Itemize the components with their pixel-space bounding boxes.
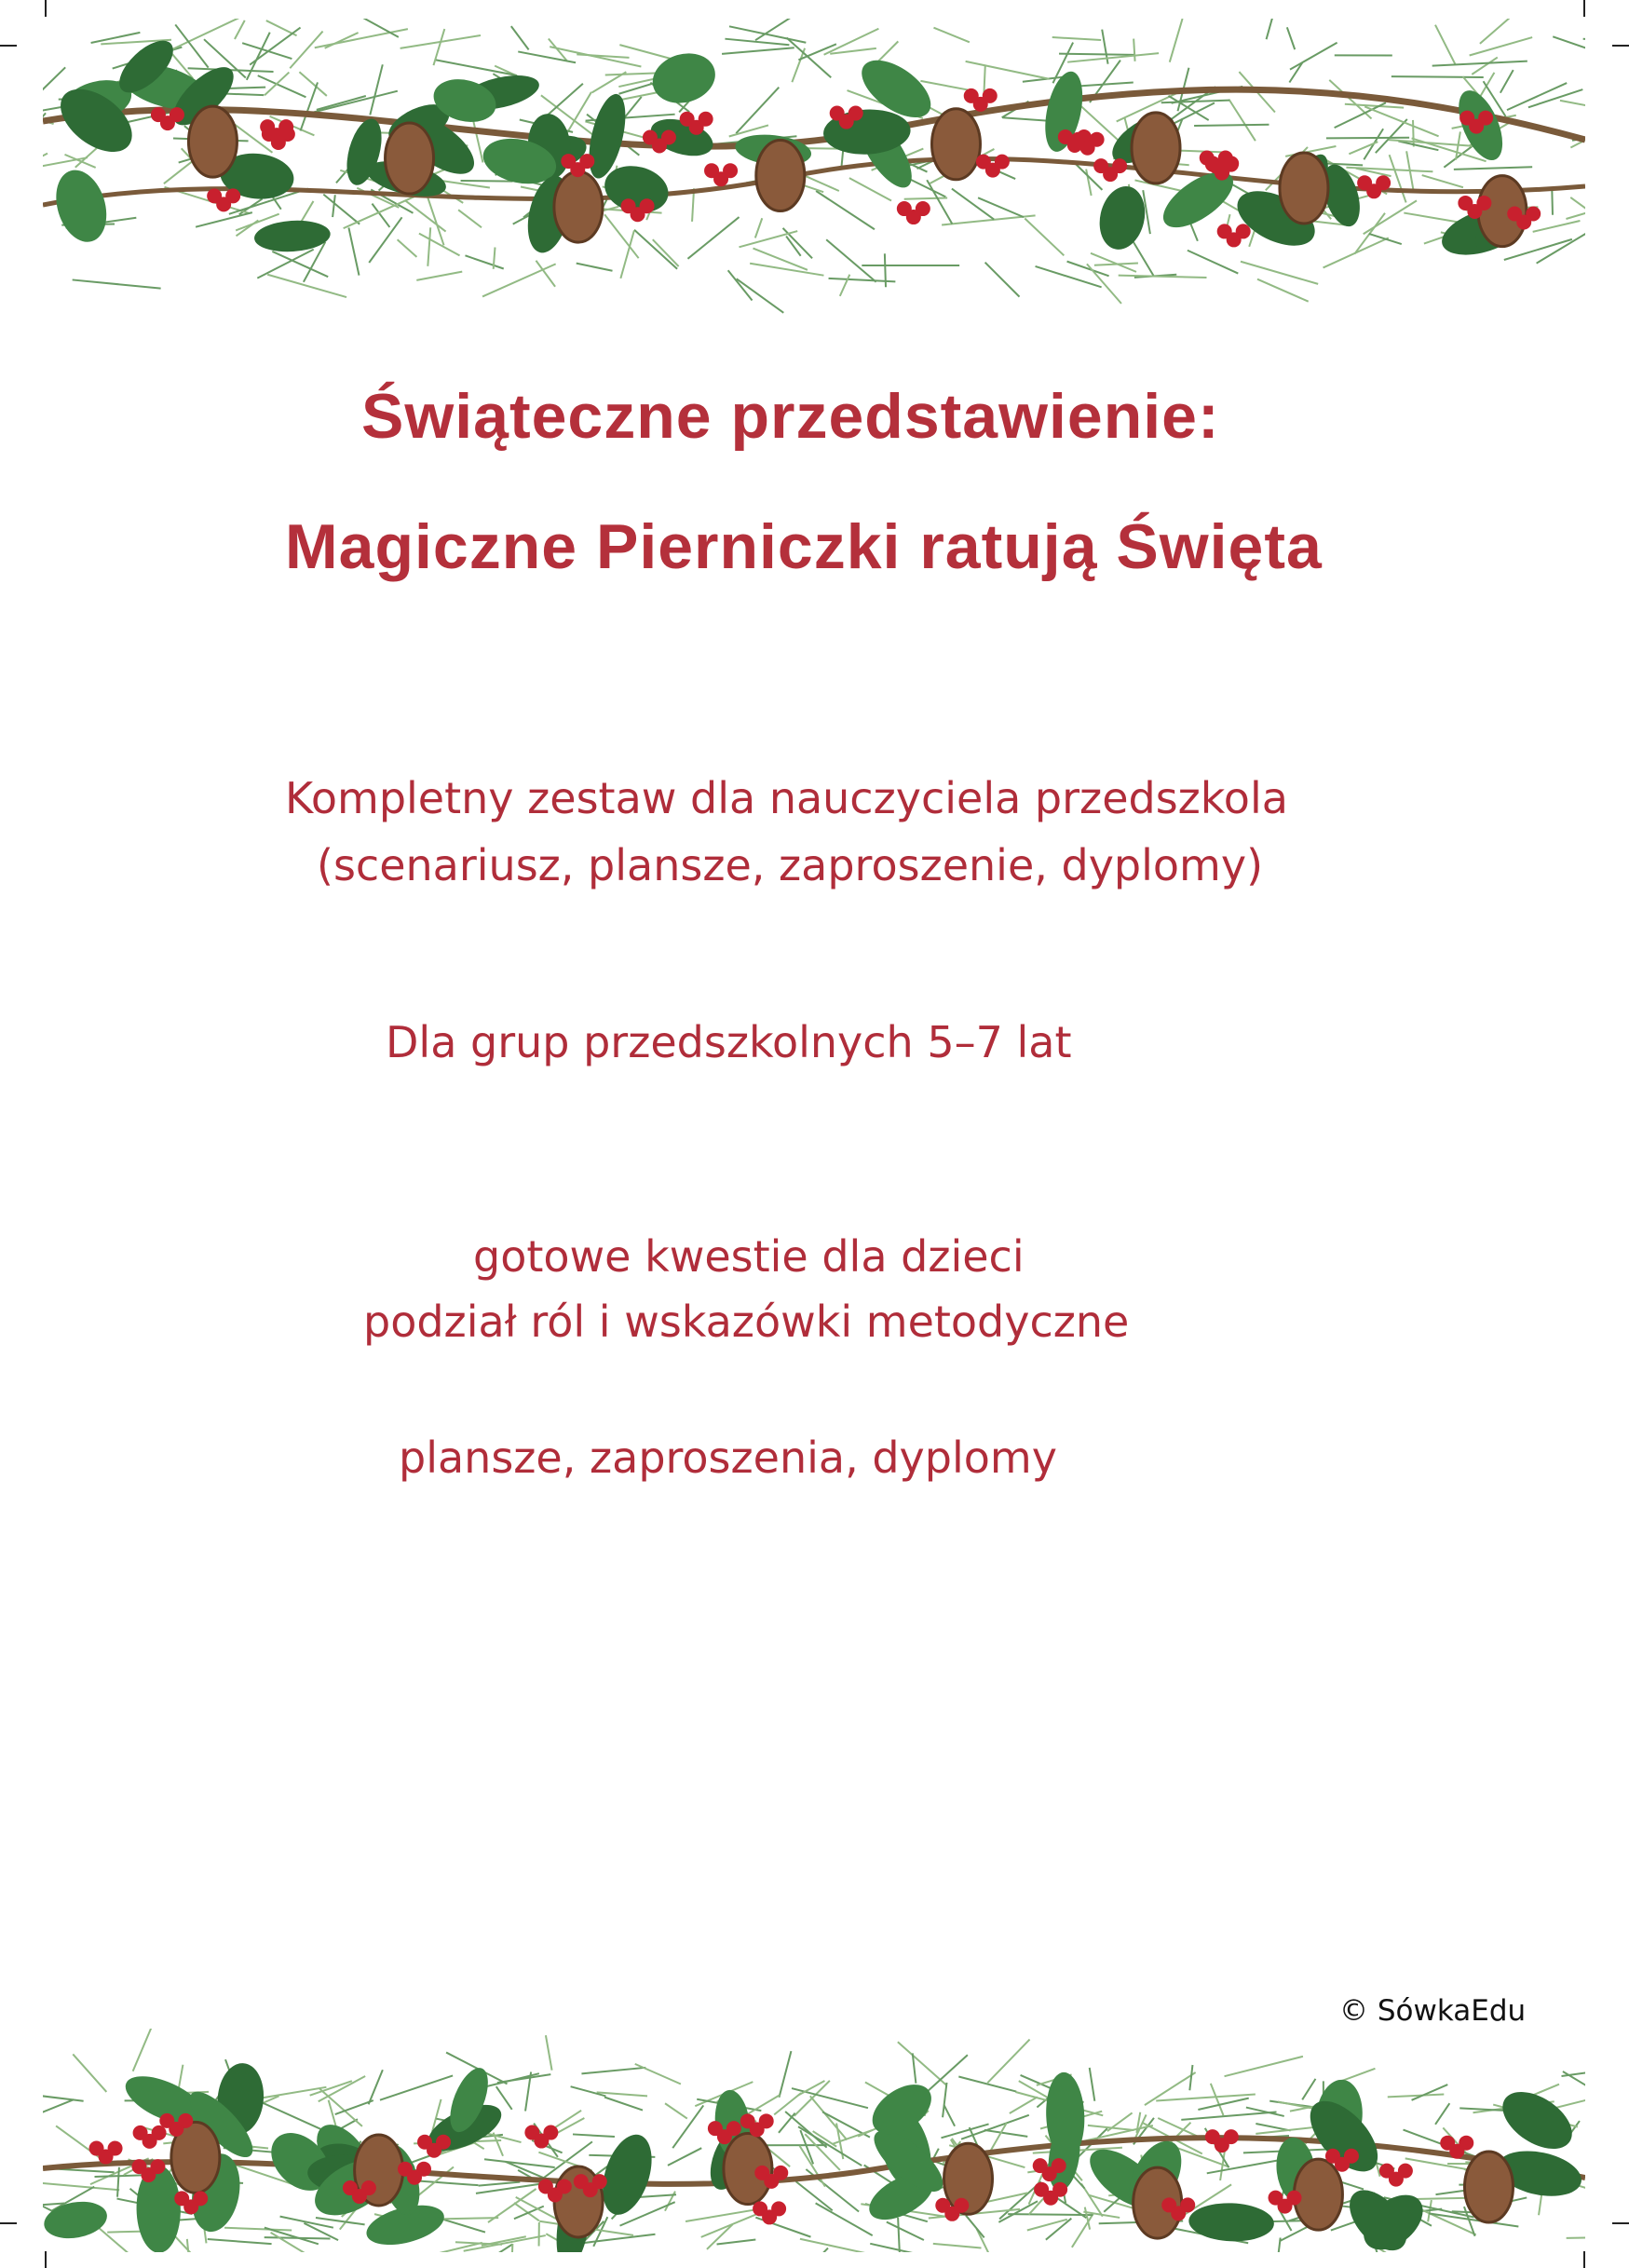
pine-needle bbox=[267, 275, 346, 297]
holly-berry bbox=[280, 127, 295, 142]
pine-needle bbox=[870, 2244, 923, 2252]
crop-mark-top-left-h bbox=[0, 45, 17, 47]
holly-leaf bbox=[253, 218, 332, 253]
pine-needle bbox=[635, 2064, 681, 2085]
pine-needle bbox=[1583, 39, 1585, 43]
pine-needle bbox=[933, 2244, 982, 2248]
pine-needle bbox=[416, 272, 462, 280]
pine-needle bbox=[885, 253, 886, 287]
pine-needle bbox=[43, 67, 65, 99]
holly-berry bbox=[416, 2162, 431, 2177]
pine-needle bbox=[1388, 2094, 1445, 2097]
pine-needle bbox=[43, 157, 88, 170]
holly-berry bbox=[1478, 111, 1493, 126]
pine-needle bbox=[722, 48, 794, 54]
pine-needle bbox=[779, 2113, 795, 2133]
pine-needle bbox=[1562, 2064, 1585, 2076]
pine-needle bbox=[1412, 2085, 1448, 2100]
pine-needle bbox=[73, 279, 161, 288]
pine-needle bbox=[333, 195, 335, 217]
pine-needle bbox=[1507, 83, 1567, 110]
pine-cone bbox=[1294, 2159, 1342, 2230]
pine-needle bbox=[1454, 167, 1532, 170]
holly-garland-top-decoration bbox=[43, 19, 1585, 326]
pine-needle bbox=[933, 28, 969, 43]
pine-needle bbox=[247, 33, 270, 80]
holly-berry bbox=[1476, 196, 1491, 211]
pine-needle bbox=[1257, 279, 1309, 302]
pine-needle bbox=[943, 2083, 946, 2117]
holly-leaf bbox=[1093, 182, 1150, 254]
holly-berry bbox=[436, 2135, 451, 2150]
pine-needle bbox=[1413, 120, 1414, 147]
holly-garland-bottom-decoration bbox=[43, 2029, 1585, 2252]
pine-needle bbox=[755, 218, 762, 238]
pine-cone bbox=[386, 123, 434, 194]
pine-needle bbox=[1552, 188, 1553, 214]
title-line-2: Magiczne Pierniczki ratują Święta bbox=[285, 511, 1323, 582]
holly-berry bbox=[1090, 132, 1105, 147]
pine-needle bbox=[414, 2243, 482, 2252]
pine-needle bbox=[479, 2182, 521, 2186]
pine-needle bbox=[1326, 138, 1409, 139]
pine-needle bbox=[966, 61, 1050, 79]
pine-needle bbox=[1335, 102, 1386, 128]
pine-needle bbox=[133, 2029, 153, 2071]
pine-needle bbox=[1364, 106, 1438, 136]
pine-needle bbox=[497, 2074, 550, 2083]
pine-needle bbox=[898, 2218, 900, 2252]
pine-needle bbox=[458, 210, 482, 227]
pine-cone bbox=[1280, 153, 1328, 224]
pine-needle bbox=[1567, 2236, 1585, 2238]
pine-needle bbox=[1345, 104, 1404, 108]
pine-needle bbox=[435, 60, 517, 75]
holly-berry bbox=[1052, 2158, 1066, 2173]
holly-berry bbox=[1376, 175, 1391, 190]
pine-needle bbox=[280, 2217, 333, 2228]
pine-needle bbox=[473, 120, 482, 162]
pine-needle bbox=[224, 2228, 292, 2231]
pine-needle bbox=[1180, 151, 1222, 153]
holly-berry bbox=[1112, 158, 1127, 173]
pine-needle bbox=[1161, 101, 1229, 103]
pine-needle bbox=[317, 96, 366, 110]
pine-needle bbox=[1256, 2124, 1290, 2130]
copyright-text: © SówkaEdu bbox=[1339, 1994, 1527, 2028]
holly-berry bbox=[723, 163, 738, 178]
pine-needle bbox=[344, 196, 417, 228]
description-line-1: Kompletny zestaw dla nauczyciela przedszkola bbox=[285, 773, 1288, 823]
crop-mark-top-left-v bbox=[45, 0, 47, 17]
pine-needle bbox=[581, 2068, 645, 2074]
pine-needle bbox=[737, 278, 784, 312]
pine-needle bbox=[783, 228, 813, 258]
pine-needle bbox=[1241, 262, 1318, 284]
pine-needle bbox=[1290, 43, 1337, 70]
pine-needle bbox=[1391, 76, 1484, 77]
crop-mark-bottom-left-h bbox=[0, 2222, 17, 2224]
pine-needle bbox=[1302, 2079, 1315, 2099]
pine-needle bbox=[898, 2042, 946, 2085]
pine-needle bbox=[1480, 73, 1494, 97]
feature-line-2: podział ról i wskazówki metodyczne bbox=[363, 1297, 1130, 1347]
pine-needle bbox=[518, 51, 576, 62]
pine-needle bbox=[1422, 175, 1463, 187]
pine-needle bbox=[1027, 2220, 1067, 2231]
pine-needle bbox=[43, 2181, 119, 2190]
pine-needle bbox=[484, 2159, 555, 2167]
holly-leaf bbox=[48, 164, 115, 248]
pine-needle bbox=[785, 2112, 827, 2148]
crop-mark-top-right-v bbox=[1583, 0, 1585, 17]
pine-needle bbox=[1560, 101, 1585, 116]
holly-leaf bbox=[1188, 2202, 1275, 2243]
holly-berry bbox=[170, 107, 184, 122]
pine-needle bbox=[461, 181, 513, 182]
pine-needle bbox=[1533, 221, 1581, 232]
holly-berry bbox=[1236, 224, 1251, 238]
holly-berry bbox=[1052, 2182, 1067, 2197]
pine-needle bbox=[419, 234, 460, 256]
pine-needle bbox=[1229, 100, 1255, 142]
pine-needle bbox=[1553, 36, 1585, 59]
pine-needle bbox=[546, 2035, 552, 2071]
pine-needle bbox=[1349, 142, 1378, 154]
pine-needle bbox=[736, 88, 779, 133]
holly-berry bbox=[995, 155, 1010, 170]
feature-line-1: gotowe kwestie dla dzieci bbox=[473, 1231, 1025, 1282]
crop-mark-top-right-h bbox=[1612, 45, 1629, 47]
pine-needle bbox=[1287, 27, 1295, 49]
pine-needle bbox=[687, 217, 739, 259]
pine-needle bbox=[1278, 2101, 1317, 2109]
pine-needle bbox=[1072, 2214, 1093, 2248]
pine-needle bbox=[1086, 170, 1092, 196]
holly-berry bbox=[1344, 2149, 1359, 2164]
pine-needle bbox=[514, 2207, 544, 2220]
holly-berry bbox=[726, 2121, 741, 2136]
pine-needle bbox=[1181, 2112, 1276, 2120]
pine-needle bbox=[634, 230, 677, 269]
pine-needle bbox=[549, 84, 583, 115]
pine-needle bbox=[1211, 2084, 1224, 2115]
holly-berry bbox=[1180, 2197, 1195, 2212]
holly-berry bbox=[1398, 2164, 1413, 2179]
pine-needle bbox=[966, 2215, 984, 2237]
pine-needle bbox=[1119, 276, 1207, 278]
pine-needle bbox=[398, 239, 417, 257]
pine-needle bbox=[1537, 230, 1585, 263]
holly-berry bbox=[1218, 151, 1233, 166]
pine-needle bbox=[920, 81, 968, 90]
crop-mark-bottom-left-v bbox=[45, 2251, 47, 2268]
pine-needle bbox=[1369, 234, 1402, 244]
feature-line-3: plansze, zaproszenia, dyplomy bbox=[399, 1433, 1057, 1483]
pine-needle bbox=[840, 275, 850, 296]
pine-needle bbox=[1052, 37, 1101, 40]
pine-needle bbox=[1067, 262, 1109, 277]
holly-berry bbox=[661, 130, 676, 145]
pine-needle bbox=[1267, 19, 1276, 39]
holly-berry bbox=[771, 2201, 786, 2216]
pine-needle bbox=[1091, 253, 1136, 272]
pine-needle bbox=[728, 270, 753, 300]
holly-berry bbox=[1287, 2191, 1302, 2206]
pine-needle bbox=[319, 2076, 365, 2101]
holly-berry bbox=[759, 2113, 774, 2128]
holly-berry bbox=[1459, 2136, 1473, 2151]
pine-needle bbox=[1364, 200, 1417, 234]
pine-needle bbox=[717, 2240, 756, 2245]
pine-needle bbox=[511, 2244, 512, 2252]
age-group-text: Dla grup przedszkolnych 5–7 lat bbox=[386, 1017, 1072, 1067]
holly-berry bbox=[954, 2198, 969, 2213]
pine-needle bbox=[43, 2099, 74, 2129]
pine-needle bbox=[805, 2134, 840, 2170]
pine-needle bbox=[465, 255, 503, 268]
pine-needle bbox=[1094, 263, 1138, 265]
pine-needle bbox=[1188, 251, 1238, 274]
pine-needle bbox=[887, 2222, 924, 2240]
pine-needle bbox=[944, 2105, 955, 2125]
holly-berry bbox=[848, 106, 863, 121]
pine-needle bbox=[984, 2130, 1027, 2137]
pine-needle bbox=[196, 212, 252, 227]
pine-needle bbox=[577, 264, 613, 271]
pine-needle bbox=[235, 20, 245, 39]
holly-berry bbox=[178, 2113, 193, 2128]
pine-needle bbox=[301, 82, 318, 130]
pine-needle bbox=[1198, 2098, 1248, 2110]
pine-needle bbox=[372, 204, 389, 227]
pine-needle bbox=[257, 250, 313, 278]
pine-needle bbox=[1090, 2068, 1095, 2101]
pine-needle bbox=[952, 189, 994, 220]
pine-needle bbox=[1274, 2238, 1280, 2252]
pine-needle bbox=[405, 200, 445, 231]
pine-needle bbox=[789, 2248, 828, 2252]
holly-berry bbox=[193, 2191, 208, 2206]
pine-needle bbox=[686, 2209, 757, 2221]
pine-needle bbox=[800, 2239, 879, 2252]
holly-berry bbox=[916, 201, 930, 216]
pine-needle bbox=[511, 26, 529, 49]
pine-needle bbox=[985, 263, 1020, 297]
pine-needle bbox=[755, 19, 815, 40]
pine-needle bbox=[1059, 54, 1134, 55]
pine-needle bbox=[707, 2224, 733, 2249]
pine-needle bbox=[792, 2088, 868, 2108]
pine-needle bbox=[1170, 19, 1183, 62]
pine-needle bbox=[1376, 119, 1407, 153]
crop-mark-bottom-right-h bbox=[1612, 2222, 1629, 2224]
pine-needle bbox=[604, 2097, 643, 2110]
pine-needle bbox=[323, 195, 360, 224]
pine-cone bbox=[1464, 2152, 1513, 2222]
holly-berry bbox=[699, 112, 713, 127]
pine-needle bbox=[927, 180, 952, 224]
pine-needle bbox=[753, 249, 808, 270]
pine-needle bbox=[816, 2203, 873, 2235]
pine-needle bbox=[1025, 219, 1064, 256]
holly-berry bbox=[150, 2159, 165, 2174]
pine-needle bbox=[958, 2076, 1016, 2091]
pine-needle bbox=[816, 191, 875, 229]
holly-berry bbox=[1224, 2129, 1239, 2144]
pine-needle bbox=[299, 72, 326, 96]
pine-needle bbox=[316, 2218, 365, 2224]
pine-cone bbox=[756, 140, 805, 211]
pine-needle bbox=[604, 214, 639, 258]
holly-berry bbox=[543, 2125, 558, 2140]
pine-needle bbox=[1010, 2097, 1038, 2113]
pine-needle bbox=[1500, 70, 1514, 93]
holly-berry bbox=[592, 2174, 607, 2189]
pine-cone bbox=[1132, 113, 1180, 183]
pine-needle bbox=[849, 178, 891, 200]
pine-needle bbox=[496, 2086, 512, 2110]
pine-needle bbox=[1432, 61, 1527, 66]
pine-needle bbox=[1472, 58, 1497, 75]
pine-needle bbox=[290, 32, 322, 69]
pine-needle bbox=[1470, 37, 1533, 55]
pine-needle bbox=[420, 2181, 479, 2186]
holly-berry bbox=[361, 2180, 376, 2195]
pine-needle bbox=[780, 2051, 792, 2098]
pine-needle bbox=[1390, 155, 1406, 202]
pine-needle bbox=[566, 92, 591, 135]
pine-cone bbox=[554, 171, 603, 242]
pine-needle bbox=[380, 2075, 453, 2099]
pine-needle bbox=[1528, 89, 1582, 107]
pine-needle bbox=[73, 2054, 106, 2092]
pine-needle bbox=[242, 43, 292, 59]
holly-berry bbox=[1526, 207, 1541, 222]
pine-needle bbox=[571, 2086, 606, 2096]
pine-needle bbox=[1225, 2057, 1303, 2076]
pine-needle bbox=[786, 37, 831, 77]
pine-needle bbox=[750, 264, 823, 276]
pine-needle bbox=[43, 154, 48, 181]
pine-needle bbox=[208, 2239, 272, 2244]
holly-berry bbox=[773, 2166, 788, 2180]
holly-berry bbox=[557, 2179, 572, 2193]
pine-needle bbox=[428, 227, 430, 266]
holly-berry bbox=[983, 88, 998, 103]
pine-needle bbox=[978, 197, 1024, 217]
holly-berry bbox=[579, 154, 594, 169]
pine-needle bbox=[1404, 213, 1461, 224]
pine-needle bbox=[265, 73, 289, 96]
pine-needle bbox=[665, 2103, 687, 2118]
pine-needle bbox=[1435, 2103, 1449, 2125]
pine-needle bbox=[43, 2095, 84, 2101]
pine-needle bbox=[668, 2148, 701, 2166]
holly-berry bbox=[225, 188, 240, 203]
pine-needle bbox=[1194, 125, 1269, 126]
description-line-2: (scenariusz, plansze, zaproszenie, dyplomy) bbox=[317, 840, 1264, 890]
crop-mark-bottom-right-v bbox=[1583, 2251, 1585, 2268]
pine-needle bbox=[348, 227, 359, 275]
pine-needle bbox=[904, 197, 947, 198]
holly-berry bbox=[108, 2141, 123, 2156]
pine-needle bbox=[370, 64, 382, 115]
pine-needle bbox=[826, 239, 876, 281]
holly-berry bbox=[152, 2125, 167, 2140]
pine-cone bbox=[188, 106, 237, 177]
pine-needle bbox=[315, 29, 408, 48]
title-line-1: Świąteczne przedstawienie: bbox=[361, 381, 1220, 452]
pine-needle bbox=[1189, 2065, 1192, 2090]
pine-needle bbox=[573, 2134, 615, 2137]
pine-needle bbox=[653, 239, 679, 266]
pine-cone bbox=[931, 109, 980, 180]
pine-needle bbox=[1435, 25, 1455, 64]
holly-berry bbox=[640, 198, 655, 213]
